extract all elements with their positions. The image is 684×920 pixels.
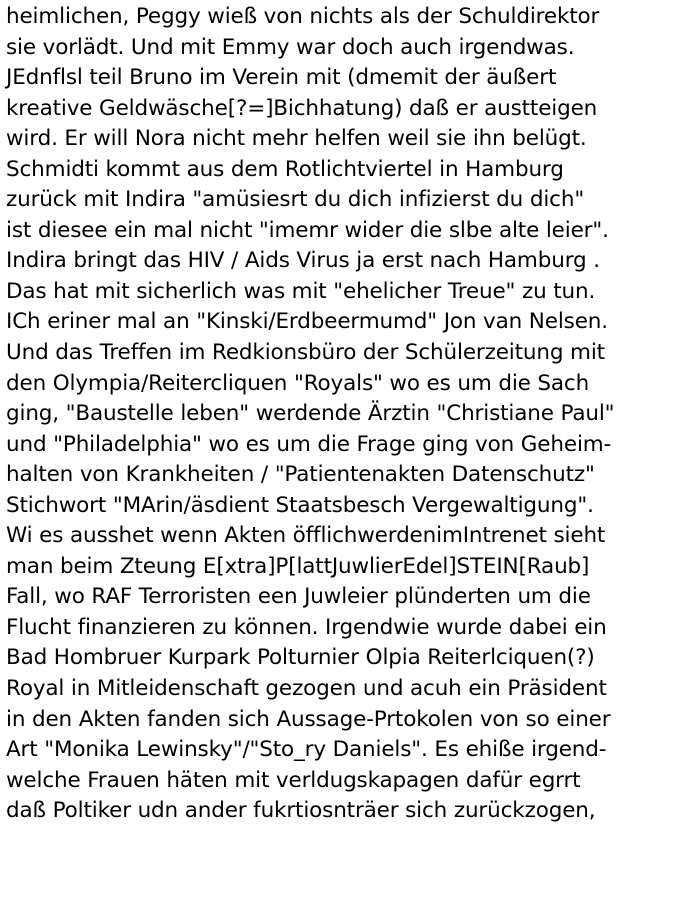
text-line: Stichwort "MArin/äsdient Staatsbesch Vergewaltigung".	[6, 492, 594, 518]
text-line: Art "Monika Lewinsky"/"Sto_ry Daniels". Es ehiße irgend-	[6, 737, 607, 763]
text-line: zurück mit Indira "amüsiesrt du dich infizierst du dich"	[6, 187, 585, 213]
text-line: man beim Zteung E[xtra]P[lattJuwlierEdel]STEIN[Raub]	[6, 553, 590, 579]
text-line: JEdnflsl teil Bruno im Verein mit (dmemit der äußert	[6, 65, 557, 91]
text-line: Und das Treffen im Redkionsbüro der Schülerzeitung mit	[6, 340, 605, 366]
text-line: ICh eriner mal an "Kinski/Erdbeermumd" Jon van Nelsen.	[6, 309, 608, 335]
text-line: daß Poltiker udn ander fukrtiosnträer sich zurückzogen,	[6, 798, 596, 824]
text-line: kreative Geldwäsche[?=]Bichhatung) daß er austteigen	[6, 95, 598, 121]
text-line: den Olympia/Reitercliquen "Royals" wo es um die Sach	[6, 370, 590, 396]
text-line: Schmidti kommt aus dem Rotlichtviertel in Hamburg	[6, 156, 564, 182]
text-line: Flucht finanzieren zu können. Irgendwie wurde dabei ein	[6, 614, 607, 640]
text-line: Royal in Mitleidenschaft gezogen und acuh ein Präsident	[6, 676, 607, 702]
text-line: wird. Er will Nora nicht mehr helfen weil sie ihn belügt.	[6, 126, 587, 152]
text-line: Wi es ausshet wenn Akten öfflichwerdenimIntrenet sieht	[6, 523, 606, 549]
text-line: Indira bringt das HIV / Aids Virus ja erst nach Hamburg .	[6, 248, 600, 274]
text-line: ging, "Baustelle leben" werdende Ärztin "Christiane Paul"	[6, 401, 615, 427]
text-line: und "Philadelphia" wo es um die Frage ging von Geheim-	[6, 431, 612, 457]
text-line: halten von Krankheiten / "Patientenakten Datenschutz"	[6, 462, 595, 488]
text-line: in den Akten fanden sich Aussage-Prtokolen von so einer	[6, 706, 611, 732]
document-page	[6, 2, 682, 827]
text-line: sie vorlädt. Und mit Emmy war doch auch irgendwas.	[6, 34, 575, 60]
text-line: Bad Hombruer Kurpark Polturnier Olpia Reiterlciquen(?)	[6, 645, 595, 671]
text-line: Das hat mit sicherlich was mit "ehelicher Treue" zu tun.	[6, 278, 596, 304]
text-line: heimlichen, Peggy wieß von nichts als der Schuldirektor	[6, 4, 600, 29]
text-line: welche Frauen häten mit verldugskapagen dafür egrrt	[6, 767, 581, 793]
text-line: ist diesee ein mal nicht "imemr wider die slbe alte leier".	[6, 217, 609, 243]
text-line: Fall, wo RAF Terroristen een Juwleier plünderten um die	[6, 584, 591, 610]
